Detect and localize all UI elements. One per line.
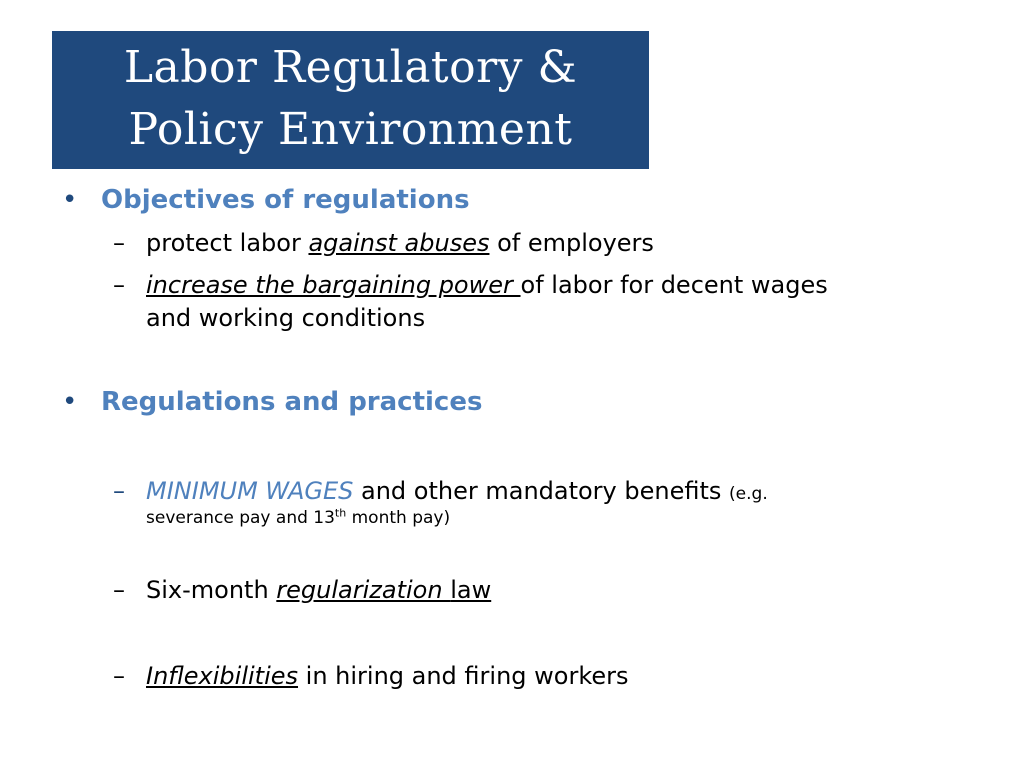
title-line-2: Policy Environment (128, 104, 573, 155)
text-post: of labor for decent wages (520, 271, 828, 299)
text-post: law (450, 576, 492, 604)
text-superscript: th (334, 506, 347, 520)
text-pre: Six-month (146, 576, 277, 604)
text-emphasis: Inflexibilities (146, 662, 299, 690)
bullet-dot: • (62, 387, 78, 417)
dash: – (113, 271, 125, 299)
dash: – (113, 576, 125, 604)
title-line-1: Labor Regulatory & (123, 42, 578, 93)
text-small: (e.g. (729, 484, 768, 504)
text-post: of employers (489, 229, 654, 257)
sub-item-text (146, 227, 654, 260)
dash: – (113, 477, 125, 505)
sub-item-text (146, 269, 828, 302)
text-underlined (276, 576, 491, 604)
text-post: in hiring and firing workers (298, 662, 629, 690)
dash: – (113, 229, 125, 257)
sub-item-text (146, 660, 629, 693)
sub-item-text (146, 574, 491, 607)
text-mid: and other mandatory benefits (353, 477, 730, 505)
text-emphasis: increase the bargaining power (146, 271, 521, 299)
text-emphasis: regularization (276, 576, 451, 604)
title-box (52, 31, 649, 169)
bullet-label: Regulations and practices (101, 387, 483, 417)
bullet-dot: • (62, 185, 78, 215)
text-emphasis: against abuses (308, 229, 490, 257)
text-small-pre: severance pay and 13 (146, 508, 335, 528)
text-continuation (146, 505, 450, 531)
text-pre: protect labor (146, 229, 309, 257)
text-small-post: month pay) (346, 508, 451, 528)
bullet-label: Objectives of regulations (101, 185, 470, 215)
text-continuation: and working conditions (146, 304, 426, 332)
text-emphasis: MINIMUM WAGES (146, 477, 354, 505)
dash: – (113, 662, 125, 690)
